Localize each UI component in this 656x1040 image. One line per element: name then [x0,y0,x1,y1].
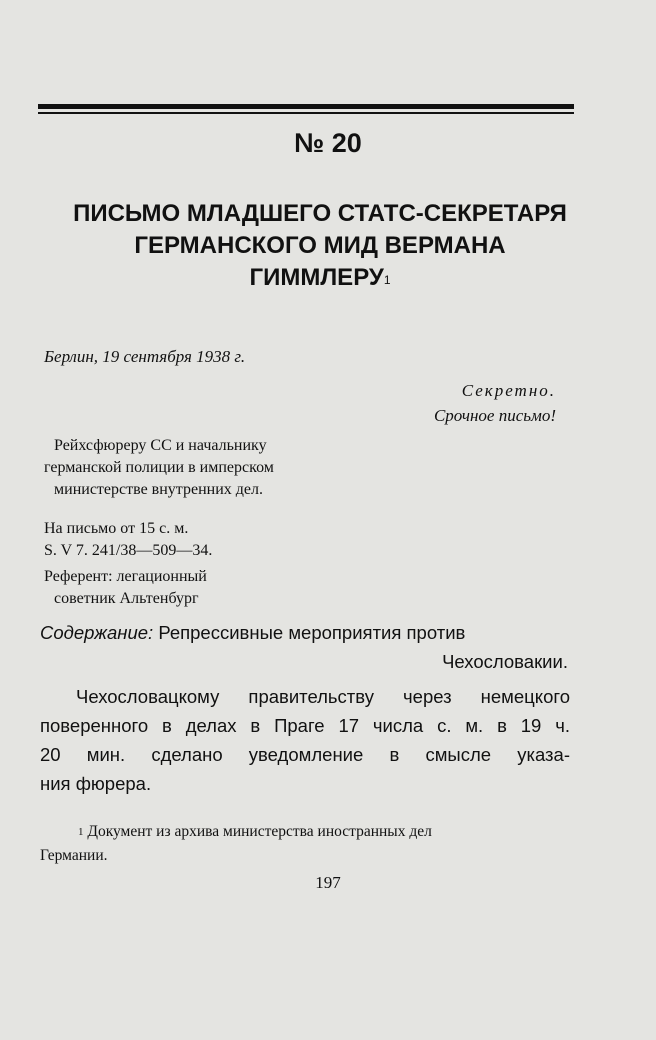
header-rule-thick [38,104,574,109]
secret-stamp: Секретно. [461,381,556,400]
document-title [20,198,620,294]
content-text-2: Чехословакии. [442,651,568,672]
title-line-2: ГЕРМАНСКОГО МИД ВЕРМАНА [134,232,506,259]
body-paragraph: Чехословацкому правительству через немецкого поверенного в делах в Праге 17 числа с. м. в 19 ч. 20 мин. сделано уведомление в смысле указа- ния фюрера. [40,686,570,794]
footnote-mark: 1 [78,826,84,838]
title-line-1: ПИСЬМО МЛАДШЕГО СТАТС-СЕКРЕТАРЯ [73,200,567,227]
content-summary [40,618,570,676]
reference-block: На письмо от 15 с. м. S. V 7. 241/38—509—34. [44,520,213,559]
document-number: № 20 [294,128,362,158]
urgent-stamp: Срочное письмо! [433,406,556,425]
content-label: Содержание: [40,622,154,643]
footnote: $^1$ Документ из архива министерства иностранных дел Германии. [40,823,432,864]
addressee-block: Рейхсфюреру СС и начальнику германской полиции в имперском министерстве внутренних дел. [44,437,274,498]
header-rule-thin [38,112,574,114]
referent-block: Референт: легационный советник Альтенбург [44,568,207,607]
title-line-3: ГИММЛЕРУ$^1$ [249,264,391,291]
content-text-1: Репрессивные мероприятия против [158,622,466,643]
page-number: 197 [315,873,341,892]
title-footnote-mark: 1 [383,273,391,287]
date-line: Берлин, 19 сентября 1938 г. [44,347,246,366]
